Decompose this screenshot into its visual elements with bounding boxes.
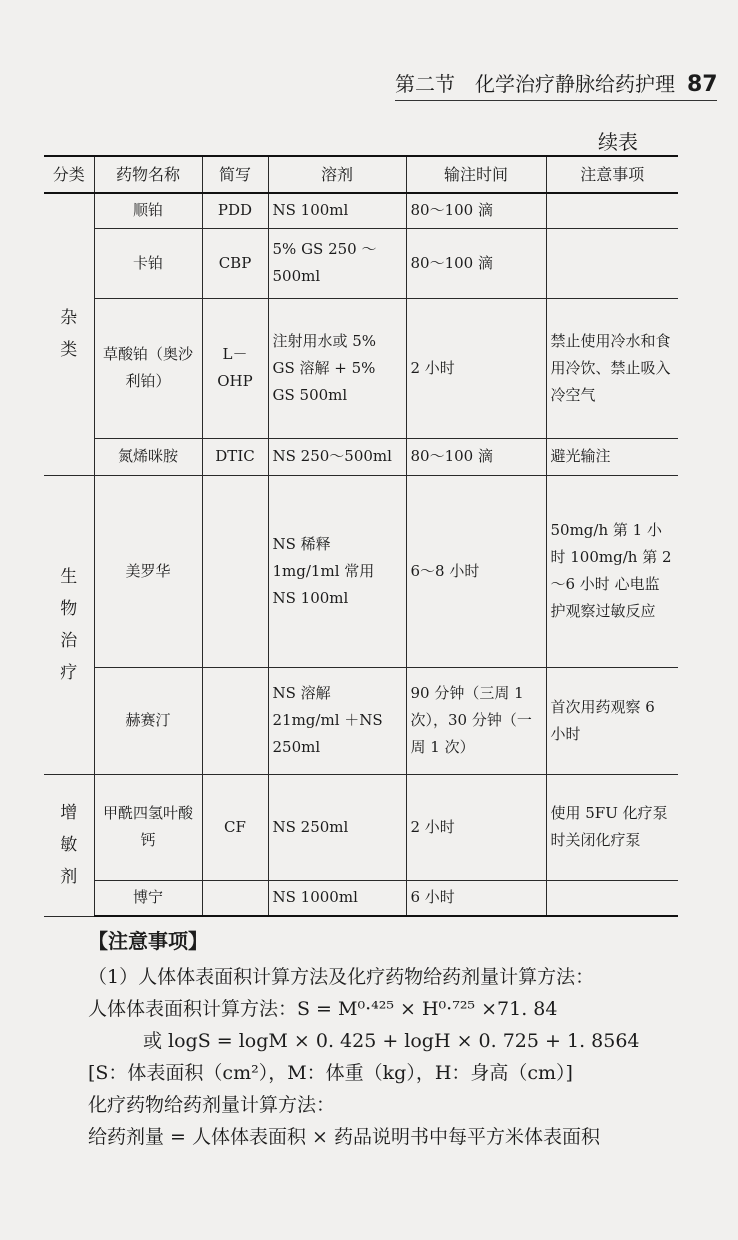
drug-notes: 50mg/h 第 1 小时 100mg/h 第 2～6 小时 心电监护观察过敏反应	[546, 475, 678, 667]
drug-solvent: 注射用水或 5% GS 溶解 + 5% GS 500ml	[268, 298, 406, 438]
drug-name: 卡铂	[94, 228, 202, 298]
drug-notes: 避光输注	[546, 438, 678, 475]
drug-abbr: CF	[202, 774, 268, 880]
table-row	[44, 475, 678, 667]
col-header: 注意事项	[546, 156, 678, 193]
drug-notes	[546, 880, 678, 916]
drug-solvent: NS 100ml	[268, 193, 406, 228]
table-row	[44, 228, 678, 298]
col-header: 分类	[44, 156, 94, 193]
drug-abbr: DTIC	[202, 438, 268, 475]
drug-solvent: 5% GS 250 ～ 500ml	[268, 228, 406, 298]
drug-abbr: L－OHP	[202, 298, 268, 438]
drug-abbr: CBP	[202, 228, 268, 298]
drug-name: 博宁	[94, 880, 202, 916]
drug-table	[44, 155, 678, 917]
continued-label: 续表	[598, 130, 638, 154]
category-cell: 增敏剂	[44, 774, 94, 916]
drug-name: 氮烯咪胺	[94, 438, 202, 475]
table-row	[44, 774, 678, 880]
drug-time: 6～8 小时	[406, 475, 546, 667]
header-rule	[395, 100, 717, 101]
table-row	[44, 193, 678, 228]
drug-notes: 禁止使用冷水和食用冷饮、禁止吸入冷空气	[546, 298, 678, 438]
category-cell: 生物治疗	[44, 475, 94, 774]
drug-abbr: PDD	[202, 193, 268, 228]
running-header	[395, 68, 718, 98]
col-header: 简写	[202, 156, 268, 193]
drug-time: 2 小时	[406, 298, 546, 438]
drug-notes	[546, 228, 678, 298]
table-row	[44, 438, 678, 475]
drug-time: 80～100 滴	[406, 228, 546, 298]
drug-time: 6 小时	[406, 880, 546, 916]
drug-time: 90 分钟（三周 1 次），30 分钟（一周 1 次）	[406, 667, 546, 774]
drug-abbr	[202, 880, 268, 916]
notes-section	[88, 925, 698, 1153]
drug-time: 2 小时	[406, 774, 546, 880]
drug-solvent: NS 溶解 21mg/ml ＋NS 250ml	[268, 667, 406, 774]
bsa-formula-log: 或 logS = logM × 0. 425 + logH × 0. 725 + 1. 8564	[143, 1030, 640, 1052]
drug-name: 顺铂	[94, 193, 202, 228]
drug-name: 甲酰四氢叶酸钙	[94, 774, 202, 880]
notes-title: 【注意事项】	[88, 929, 208, 953]
page-number: 87	[687, 72, 718, 97]
table-row	[44, 298, 678, 438]
table-header-row	[44, 156, 678, 193]
drug-time: 80～100 滴	[406, 438, 546, 475]
drug-solvent: NS 稀释 1mg/1ml 常用 NS 100ml	[268, 475, 406, 667]
drug-solvent: NS 250～500ml	[268, 438, 406, 475]
drug-time: 80～100 滴	[406, 193, 546, 228]
section-title: 第二节 化学治疗静脉给药护理	[395, 72, 675, 96]
col-header: 药物名称	[94, 156, 202, 193]
drug-solvent: NS 250ml	[268, 774, 406, 880]
bsa-formula: 人体体表面积计算方法：S = M⁰·⁴²⁵ × H⁰·⁷²⁵ ×71. 84	[88, 998, 558, 1020]
table-row	[44, 880, 678, 916]
drug-abbr	[202, 667, 268, 774]
drug-solvent: NS 1000ml	[268, 880, 406, 916]
col-header: 输注时间	[406, 156, 546, 193]
drug-name: 美罗华	[94, 475, 202, 667]
drug-notes	[546, 193, 678, 228]
notes-item-1: （1）人体体表面积计算方法及化疗药物给药剂量计算方法：	[88, 966, 595, 988]
drug-name: 赫赛汀	[94, 667, 202, 774]
drug-abbr	[202, 475, 268, 667]
drug-name: 草酸铂（奥沙利铂）	[94, 298, 202, 438]
col-header: 溶剂	[268, 156, 406, 193]
category-cell: 杂类	[44, 193, 94, 475]
formula-legend: [S：体表面积（cm²），M：体重（kg），H：身高（cm）]	[88, 1062, 573, 1084]
dose-title: 化疗药物给药剂量计算方法：	[88, 1094, 336, 1116]
drug-notes: 使用 5FU 化疗泵时关闭化疗泵	[546, 774, 678, 880]
drug-notes: 首次用药观察 6 小时	[546, 667, 678, 774]
table-row	[44, 667, 678, 774]
dose-formula: 给药剂量 = 人体体表面积 × 药品说明书中每平方米体表面积	[88, 1126, 600, 1148]
